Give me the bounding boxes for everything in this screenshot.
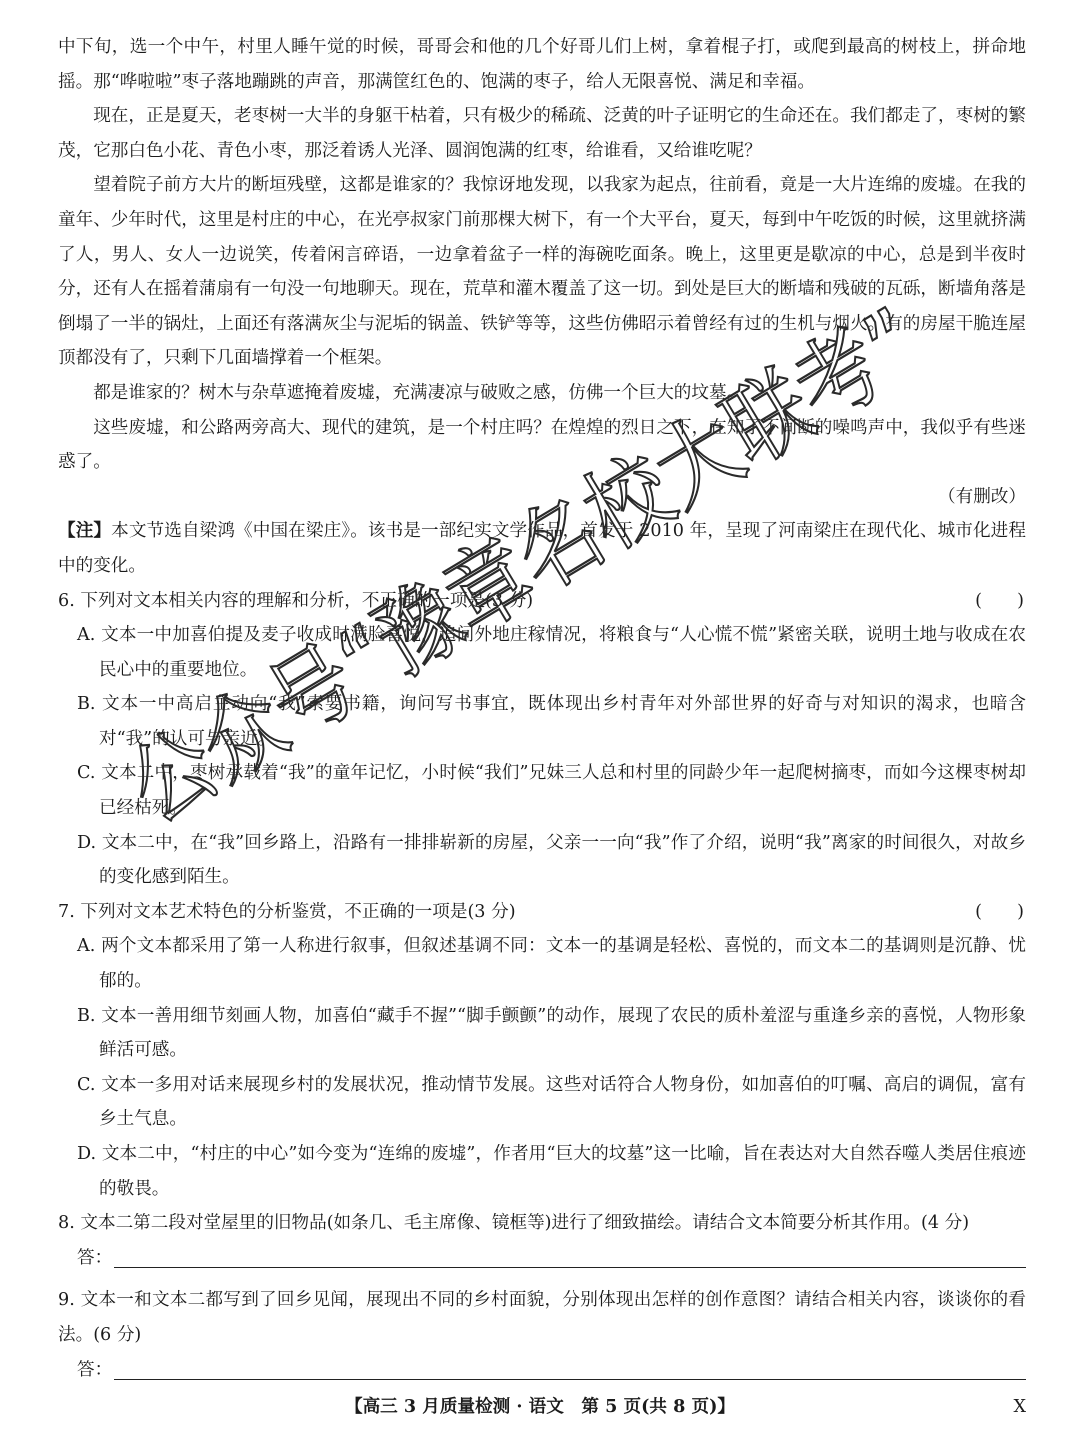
answer-rule bbox=[114, 1378, 1026, 1380]
option-a: A. 两个文本都采用了第一人称进行叙事，但叙述基调不同：文本一的基调是轻松、喜悦的，而文本二的基调则是沉静、忧郁的。 bbox=[77, 936, 1026, 992]
question-7 bbox=[58, 895, 1026, 1206]
question-stem: 8. 文本二第二段对堂屋里的旧物品(如条几、毛主席像、镜框等)进行了细致描绘。请结合文本简要分析其作用。(4 分) bbox=[58, 1213, 970, 1234]
answer-label: 答： bbox=[77, 1359, 113, 1380]
question-stem bbox=[58, 895, 1026, 930]
passage-paragraph-1: 中下旬，选一个中午，村里人睡午觉的时候，哥哥会和他的几个好哥儿们上树，拿着棍子打，或爬到最高的树枝上，拼命地摇。那“哗啦啦”枣子落地蹦跳的声音，那满筐红色的、饱满的枣子，给人无限喜悦、满足和幸福。 bbox=[58, 37, 1026, 92]
question-6 bbox=[58, 584, 1026, 895]
abridged-note: （有删改） bbox=[938, 486, 1026, 507]
annotation-tag: 【注】 bbox=[58, 520, 112, 542]
question-9 bbox=[58, 1283, 1026, 1387]
question-8 bbox=[58, 1206, 1026, 1275]
reading-passage bbox=[58, 30, 1026, 480]
option-b: B. 文本一中高启主动向“我”索要书籍，询问写书事宜，既体现出乡村青年对外部世界的好奇与对知识的渴求，也暗含对“我”的认可与亲近。 bbox=[77, 694, 1026, 749]
passage-paragraph-2: 现在，正是夏天，老枣树一大半的身躯干枯着，只有极少的稀疏、泛黄的叶子证明它的生命还在。我们都走了，枣树的繁茂，它那白色小花、青色小枣，那泛着诱人光泽、圆润饱满的红枣，给谁看，又给谁吃呢？ bbox=[58, 106, 1026, 161]
passage-paragraph-3: 望着院子前方大片的断垣残壁，这都是谁家的？我惊讶地发现，以我家为起点，往前看，竟是一大片连绵的废墟。在我的童年、少年时代，这里是村庄的中心，在光亭叔家门前那棵大树下，有一个大平台，夏天，每到中午吃饭的时候，这里就挤满了人，男人、女人一边说笑，传着闲言碎语，一边拿着盆子一样的海碗吃面条。晚上，这里更是歇凉的中心，总是到半夜时分，还有人在摇着蒲扇有一句没一句地聊天。现在，荒草和灌木覆盖了这一切。到处是巨大的断墙和残破的瓦砾，断墙角落是倒塌了一半的锅灶，上面还有落满灰尘与泥垢的锅盖、铁铲等等，这些仿佛昭示着曾经有过的生机与烟火。有的房屋干脆连屋顶都没有了，只剩下几面墙撑着一个框架。 bbox=[58, 175, 1026, 369]
answer-label: 答： bbox=[77, 1247, 113, 1268]
answer-line[interactable] bbox=[58, 1353, 1026, 1388]
question-stem: 9. 文本一和文本二都写到了回乡见闻，展现出不同的乡村面貌，分别体现出怎样的创作意图？请结合相关内容，谈谈你的看法。(6 分) bbox=[58, 1290, 1026, 1345]
question-stem-text: 6. 下列对文本相关内容的理解和分析，不正确的一项是(3 分) bbox=[58, 590, 534, 611]
option-d: D. 文本二中，“村庄的中心”如今变为“连绵的废墟”，作者用“巨大的坟墓”这一比喻，旨在表达对大自然吞噬人类居住痕迹的敬畏。 bbox=[77, 1144, 1026, 1199]
annotation-text: 本文节选自梁鸿《中国在梁庄》。该书是一部纪实文学作品，首发于 2010 年，呈现了河南梁庄在现代化、城市化进程中的变化。 bbox=[58, 521, 1026, 576]
question-stem-text: 7. 下列对文本艺术特色的分析鉴赏，不正确的一项是(3 分) bbox=[58, 901, 516, 922]
annotation-note bbox=[58, 514, 1026, 583]
watermark-text: 公众号“豫章名校大联考” bbox=[110, 249, 942, 844]
passage-paragraph-4: 都是谁家的？树木与杂草遮掩着废墟，充满凄凉与破败之感，仿佛一个巨大的坟墓。 bbox=[93, 382, 745, 403]
page-content bbox=[58, 30, 1026, 1387]
question-stem bbox=[58, 584, 1026, 619]
answer-rule bbox=[114, 1266, 1026, 1268]
answer-bracket: ( ) bbox=[975, 901, 1024, 922]
option-a: A. 文本一中加喜伯提及麦子收成时满脸喜悦，追问外地庄稼情况，将粮食与“人心慌不慌”紧密关联，说明土地与收成在农民心中的重要地位。 bbox=[77, 625, 1026, 680]
answer-bracket: ( ) bbox=[975, 590, 1024, 611]
page-footer: 【高三 3 月质量检测 · 语文 第 5 页(共 8 页)】 bbox=[344, 1396, 735, 1417]
option-c: C. 文本二中，枣树承载着“我”的童年记忆，小时候“我们”兄妹三人总和村里的同龄少年一起爬树摘枣，而如今这棵枣树却已经枯死。 bbox=[77, 763, 1026, 819]
option-c: C. 文本一多用对话来展现乡村的发展状况，推动情节发展。这些对话符合人物身份，如加喜伯的叮嘱、高启的调侃，富有乡土气息。 bbox=[77, 1074, 1026, 1130]
option-b: B. 文本一善用细节刻画人物，加喜伯“藏手不握”“脚手颤颤”的动作，展现了农民的质朴羞涩与重逢乡亲的喜悦，人物形象鲜活可感。 bbox=[77, 1005, 1026, 1061]
passage-paragraph-5: 这些废墟，和公路两旁高大、现代的建筑，是一个村庄吗？在煌煌的烈日之下，在知了不间断的噪鸣声中，我似乎有些迷惑了。 bbox=[58, 417, 1026, 473]
option-d: D. 文本二中，在“我”回乡路上，沿路有一排排崭新的房屋，父亲一一向“我”作了介绍，说明“我”离家的时间很久，对故乡的变化感到陌生。 bbox=[77, 832, 1026, 888]
answer-line[interactable] bbox=[58, 1241, 1026, 1276]
paper-code: X bbox=[1013, 1397, 1026, 1417]
